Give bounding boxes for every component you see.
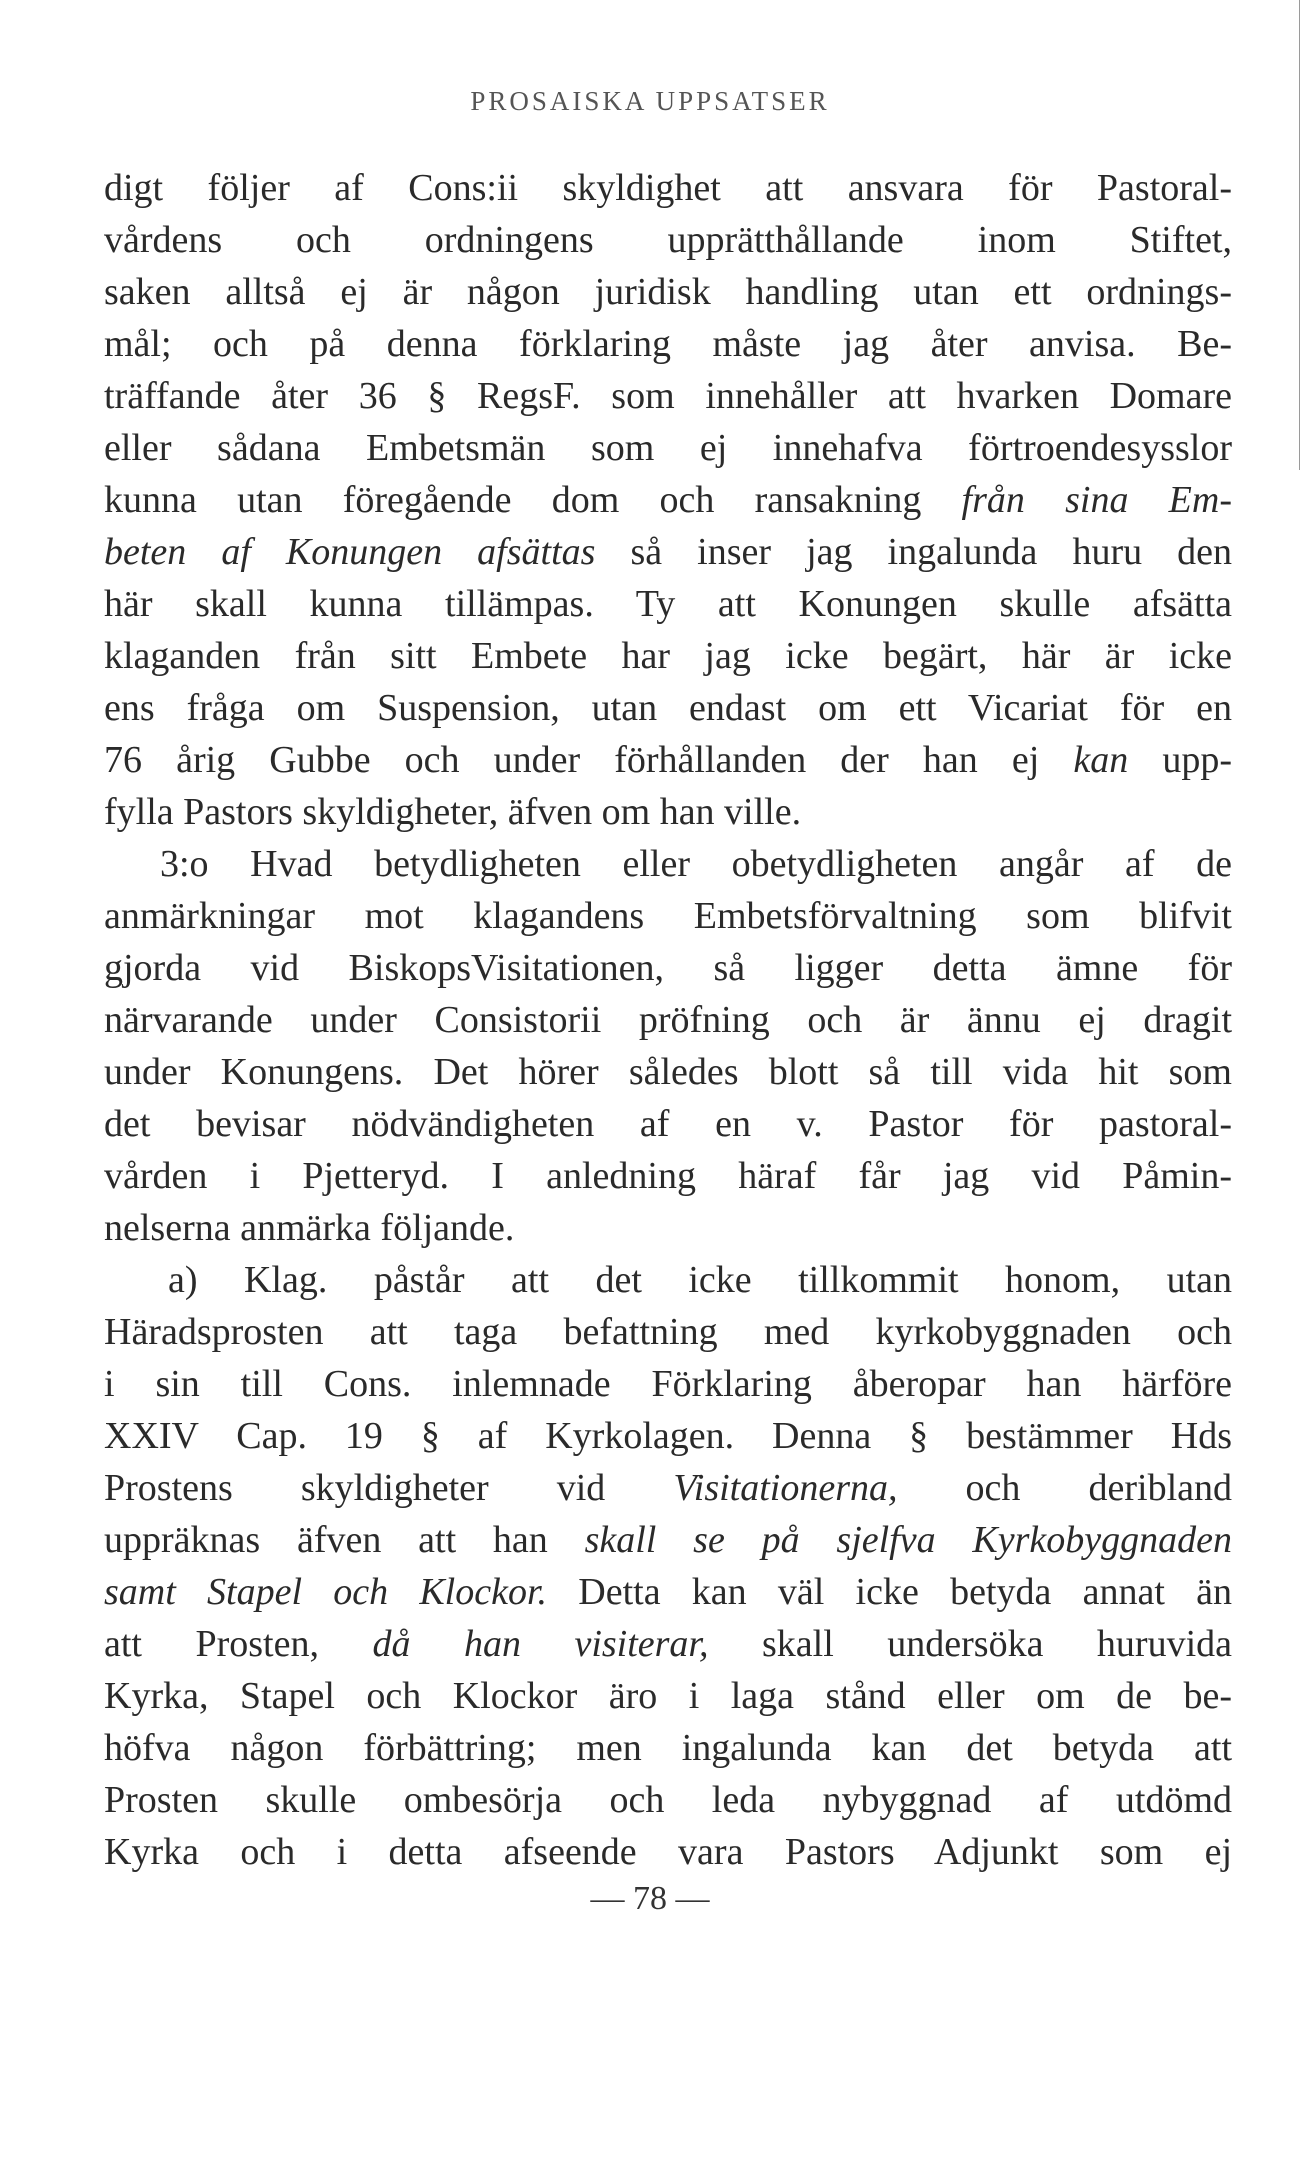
italic-span: beten af Konungen afsättas (104, 531, 596, 573)
text-line (104, 266, 1232, 318)
text-span: Prostens skyldigheter vid (104, 1467, 674, 1509)
text-line (104, 1722, 1232, 1774)
text-line (104, 370, 1232, 422)
text-span: digt följer af Cons:ii skyldighet att ansvara för Pastoral- (104, 167, 1232, 209)
text-span: saken alltså ej är någon juridisk handling utan ett ordnings- (104, 271, 1232, 313)
text-span: mål; och på denna förklaring måste jag åter anvisa. Be- (104, 323, 1232, 365)
text-line (104, 474, 1232, 526)
text-span: fylla Pastors skyldigheter, äfven om han ville. (104, 791, 802, 833)
text-span: att Prosten, (104, 1623, 373, 1665)
text-line (104, 526, 1232, 578)
text-line (104, 318, 1232, 370)
text-line (104, 838, 1232, 890)
text-line (104, 1358, 1232, 1410)
text-line (104, 1254, 1232, 1306)
text-span: ens fråga om Suspension, utan endast om ett Vicariat för en (104, 687, 1232, 729)
text-line (104, 630, 1232, 682)
text-span: gjorda vid BiskopsVisitationen, så ligger detta ämne för (104, 947, 1232, 989)
text-span: anmärkningar mot klagandens Embetsförvaltning som blifvit (104, 895, 1232, 937)
text-span: Häradsprosten att taga befattning med kyrkobyggnaden och (104, 1311, 1232, 1353)
text-line (104, 1462, 1232, 1514)
text-line (104, 1046, 1232, 1098)
text-span: a) Klag. påstår att det icke tillkommit honom, utan (168, 1259, 1232, 1301)
italic-span: Visitationerna, (673, 1467, 898, 1509)
text-line (104, 1098, 1232, 1150)
text-line (104, 1774, 1232, 1826)
text-span: det bevisar nödvändigheten af en v. Pastor för pastoral- (104, 1103, 1232, 1145)
text-span: så inser jag ingalunda huru den (595, 531, 1232, 573)
text-span: kunna utan föregående dom och ransakning (104, 479, 962, 521)
text-span: höfva någon förbättring; men ingalunda kan det betyda att (104, 1727, 1232, 1769)
text-span: upp- (1128, 739, 1233, 781)
text-line (104, 162, 1232, 214)
text-span: i sin till Cons. inlemnade Förklaring åberopar han härföre (104, 1363, 1232, 1405)
text-line (104, 1150, 1232, 1202)
text-span: här skall kunna tillämpas. Ty att Konungen skulle afsätta (104, 583, 1232, 625)
text-span: Kyrka och i detta afseende vara Pastors Adjunkt som ej (104, 1831, 1232, 1873)
text-span: Detta kan väl icke betyda annat än (547, 1571, 1232, 1613)
text-line (104, 1306, 1232, 1358)
text-span: träffande åter 36 § RegsF. som innehåller att hvarken Domare (104, 375, 1232, 417)
text-span: närvarande under Consistorii pröfning och är ännu ej dragit (104, 999, 1232, 1041)
text-span: vårdens och ordningens upprätthållande inom Stiftet, (104, 219, 1232, 261)
italic-span: då han visiterar, (372, 1623, 709, 1665)
text-span: Kyrka, Stapel och Klockor äro i laga stånd eller om de be- (104, 1675, 1232, 1717)
italic-span: från sina Em- (961, 479, 1232, 521)
text-line (104, 1618, 1232, 1670)
body-text (104, 162, 1232, 1878)
text-line (104, 1202, 1232, 1254)
text-span: 76 årig Gubbe och under förhållanden der han ej (104, 739, 1074, 781)
text-line (104, 890, 1232, 942)
text-line (104, 1566, 1232, 1618)
text-span: eller sådana Embetsmän som ej innehafva förtroendesysslor (104, 427, 1232, 469)
text-line (104, 682, 1232, 734)
text-line (104, 1410, 1232, 1462)
running-header: PROSAISKA UPPSATSER (470, 86, 830, 116)
text-span: vården i Pjetteryd. I anledning häraf får jag vid Påmin- (104, 1155, 1232, 1197)
text-span: skall undersöka huruvida (708, 1623, 1233, 1665)
text-line (104, 422, 1232, 474)
text-span: klaganden från sitt Embete har jag icke begärt, här är icke (104, 635, 1232, 677)
text-line (104, 1826, 1232, 1878)
text-line (104, 786, 1232, 838)
italic-span: kan (1073, 739, 1129, 781)
text-line (104, 942, 1232, 994)
text-span: 3:o Hvad betydligheten eller obetydligheten angår af de (160, 843, 1232, 885)
text-line (104, 1514, 1232, 1566)
text-span: Prosten skulle ombesörja och leda nybyggnad af utdömd (104, 1779, 1232, 1821)
italic-span: samt Stapel och Klockor. (104, 1571, 548, 1613)
text-line (104, 1670, 1232, 1722)
text-span: och deribland (897, 1467, 1232, 1509)
text-line (104, 214, 1232, 266)
text-line (104, 578, 1232, 630)
italic-span: skall se på sjelfva Kyrkobyggnaden (584, 1519, 1232, 1561)
text-line (104, 734, 1232, 786)
text-span: uppräknas äfven att han (104, 1519, 585, 1561)
page-number: — 78 — (590, 1880, 710, 1917)
text-span: XXIV Cap. 19 § af Kyrkolagen. Denna § bestämmer Hds (104, 1415, 1232, 1457)
text-span: under Konungens. Det hörer således blott så till vida hit som (104, 1051, 1232, 1093)
text-line (104, 994, 1232, 1046)
text-span: nelserna anmärka följande. (104, 1207, 515, 1249)
